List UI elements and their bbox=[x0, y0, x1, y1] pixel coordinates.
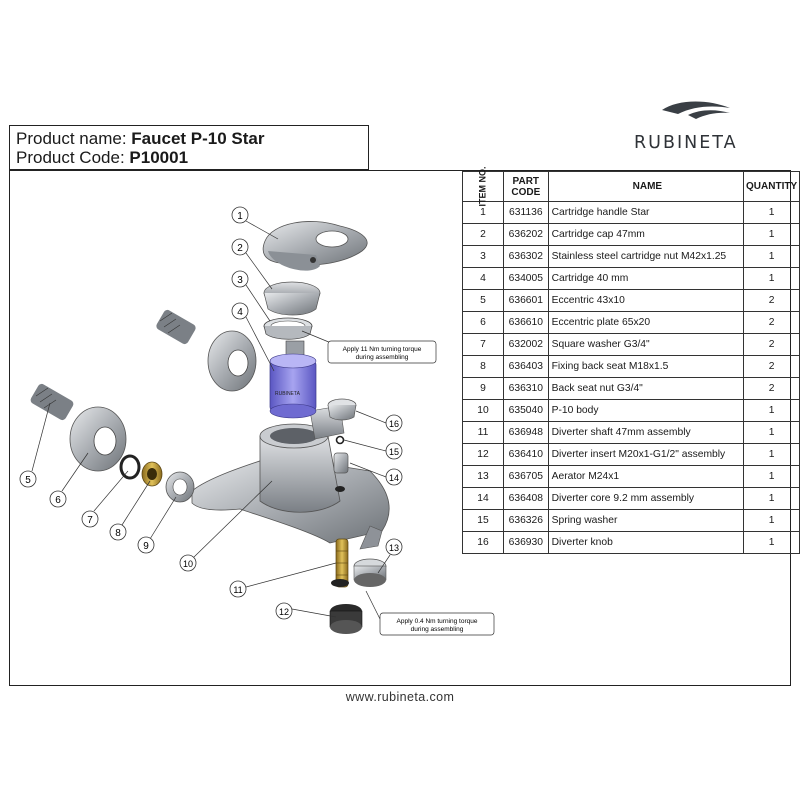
item-number: 2 bbox=[463, 224, 504, 246]
svg-text:Apply 11 Nm turning torque: Apply 11 Nm turning torque bbox=[342, 346, 422, 353]
callout-16 bbox=[386, 415, 402, 431]
table-row bbox=[463, 378, 800, 400]
item-number: 15 bbox=[463, 510, 504, 532]
table-row bbox=[463, 400, 800, 422]
part-name: Stainless steel cartridge nut M42x1.25 bbox=[548, 246, 744, 268]
part-quantity: 1 bbox=[744, 532, 800, 554]
product-code-line bbox=[16, 148, 188, 168]
table-row bbox=[463, 246, 800, 268]
part-quantity: 1 bbox=[744, 400, 800, 422]
part-quantity: 2 bbox=[744, 378, 800, 400]
svg-text:2: 2 bbox=[237, 243, 243, 254]
parts-table-header bbox=[463, 172, 800, 202]
part-name: Cartridge handle Star bbox=[548, 202, 744, 224]
part-name: Aerator M24x1 bbox=[548, 466, 744, 488]
part-quantity: 1 bbox=[744, 466, 800, 488]
header-quantity: QUANTITY bbox=[744, 172, 800, 202]
callout-12 bbox=[276, 603, 292, 619]
brand-name: RUBINETA bbox=[634, 133, 738, 153]
washer-seat-nut bbox=[121, 456, 194, 502]
callout-2 bbox=[232, 239, 248, 255]
part-quantity: 2 bbox=[744, 356, 800, 378]
svg-text:9: 9 bbox=[143, 541, 149, 552]
part-code: 636202 bbox=[504, 224, 549, 246]
part-code: 636948 bbox=[504, 422, 549, 444]
logo-swoosh-icon bbox=[658, 100, 732, 130]
part-quantity: 2 bbox=[744, 290, 800, 312]
part-code: 636403 bbox=[504, 356, 549, 378]
svg-text:1: 1 bbox=[237, 211, 243, 222]
faucet-body bbox=[192, 406, 389, 549]
exploded-diagram bbox=[10, 171, 478, 685]
part-name: Diverter core 9.2 mm assembly bbox=[548, 488, 744, 510]
table-row bbox=[463, 356, 800, 378]
part-quantity: 1 bbox=[744, 246, 800, 268]
callout-4 bbox=[232, 303, 248, 319]
table-row bbox=[463, 466, 800, 488]
rubineta-logo bbox=[632, 100, 756, 154]
item-number: 4 bbox=[463, 268, 504, 290]
torque-note-bottom bbox=[380, 613, 494, 635]
item-number: 1 bbox=[463, 202, 504, 224]
part-code: 636310 bbox=[504, 378, 549, 400]
item-number: 12 bbox=[463, 444, 504, 466]
part-code: 631136 bbox=[504, 202, 549, 224]
item-number: 10 bbox=[463, 400, 504, 422]
part-quantity: 1 bbox=[744, 268, 800, 290]
part-quantity: 2 bbox=[744, 312, 800, 334]
part-code: 636302 bbox=[504, 246, 549, 268]
svg-text:8: 8 bbox=[115, 528, 121, 539]
header-item-no: ITEM NO. bbox=[463, 172, 504, 202]
part-quantity: 1 bbox=[744, 422, 800, 444]
callout-10 bbox=[180, 555, 196, 571]
part-code: 636408 bbox=[504, 488, 549, 510]
svg-text:11: 11 bbox=[233, 585, 243, 595]
cartridge-handle bbox=[263, 221, 367, 270]
part-name: Eccentric plate 65x20 bbox=[548, 312, 744, 334]
svg-text:7: 7 bbox=[87, 515, 93, 526]
callout-9 bbox=[138, 537, 154, 553]
svg-text:14: 14 bbox=[388, 473, 400, 483]
item-number: 8 bbox=[463, 356, 504, 378]
item-number: 5 bbox=[463, 290, 504, 312]
product-name-label: Product name: bbox=[16, 129, 132, 148]
svg-text:12: 12 bbox=[278, 607, 290, 617]
callout-1 bbox=[232, 207, 248, 223]
item-number: 13 bbox=[463, 466, 504, 488]
part-name: Square washer G3/4" bbox=[548, 334, 744, 356]
product-name-value: Faucet P-10 Star bbox=[131, 129, 265, 148]
svg-text:16: 16 bbox=[388, 419, 400, 429]
item-number: 6 bbox=[463, 312, 504, 334]
table-row bbox=[463, 488, 800, 510]
callout-6 bbox=[50, 491, 66, 507]
item-number: 16 bbox=[463, 532, 504, 554]
svg-text:Apply 0.4 Nm turning torque: Apply 0.4 Nm turning torque bbox=[396, 618, 478, 625]
product-code-label: Product Code: bbox=[16, 148, 130, 167]
part-code: 636610 bbox=[504, 312, 549, 334]
product-code-value: P10001 bbox=[129, 148, 189, 167]
upper-eccentric-assembly bbox=[155, 308, 256, 391]
part-quantity: 2 bbox=[744, 334, 800, 356]
part-name: Cartridge cap 47mm bbox=[548, 224, 744, 246]
part-name: Back seat nut G3/4" bbox=[548, 378, 744, 400]
part-code: 636601 bbox=[504, 290, 549, 312]
table-row bbox=[463, 532, 800, 554]
part-quantity: 1 bbox=[744, 444, 800, 466]
item-number: 14 bbox=[463, 488, 504, 510]
callout-7 bbox=[82, 511, 98, 527]
cartridge-cap bbox=[264, 282, 320, 315]
callout-14 bbox=[386, 469, 402, 485]
part-code: 636326 bbox=[504, 510, 549, 532]
svg-text:during assembling: during assembling bbox=[355, 354, 409, 361]
item-number: 11 bbox=[463, 422, 504, 444]
svg-text:6: 6 bbox=[55, 495, 61, 506]
cartridge-nut bbox=[264, 318, 312, 339]
header-name: NAME bbox=[548, 172, 744, 202]
torque-note-top bbox=[328, 341, 436, 363]
part-name: Diverter shaft 47mm assembly bbox=[548, 422, 744, 444]
table-row bbox=[463, 444, 800, 466]
item-number: 3 bbox=[463, 246, 504, 268]
product-name-line bbox=[16, 129, 265, 149]
header-part-code: PART CODE bbox=[504, 172, 549, 202]
table-row bbox=[463, 202, 800, 224]
callout-13 bbox=[386, 539, 402, 555]
lower-diverter-parts bbox=[330, 539, 386, 634]
svg-text:10: 10 bbox=[182, 559, 194, 569]
item-number: 7 bbox=[463, 334, 504, 356]
svg-text:3: 3 bbox=[237, 275, 243, 286]
footer-url[interactable]: www.rubineta.com bbox=[345, 690, 455, 704]
callout-11 bbox=[230, 581, 246, 597]
part-code: 635040 bbox=[504, 400, 549, 422]
svg-text:5: 5 bbox=[25, 475, 31, 486]
part-code: 634005 bbox=[504, 268, 549, 290]
svg-text:4: 4 bbox=[237, 307, 243, 318]
part-quantity: 1 bbox=[744, 224, 800, 246]
table-row bbox=[463, 224, 800, 246]
part-name: Spring washer bbox=[548, 510, 744, 532]
part-quantity: 1 bbox=[744, 510, 800, 532]
part-code: 636410 bbox=[504, 444, 549, 466]
svg-text:13: 13 bbox=[388, 543, 400, 553]
product-info-box bbox=[9, 125, 369, 170]
callout-15 bbox=[386, 443, 402, 459]
part-name: Diverter insert M20x1-G1/2" assembly bbox=[548, 444, 744, 466]
part-name: P-10 body bbox=[548, 400, 744, 422]
callout-3 bbox=[232, 271, 248, 287]
svg-text:during assembling: during assembling bbox=[410, 626, 464, 633]
table-row bbox=[463, 312, 800, 334]
table-row bbox=[463, 510, 800, 532]
part-code: 636705 bbox=[504, 466, 549, 488]
table-row bbox=[463, 334, 800, 356]
part-name: Cartridge 40 mm bbox=[548, 268, 744, 290]
item-number: 9 bbox=[463, 378, 504, 400]
table-row bbox=[463, 422, 800, 444]
cartridge bbox=[270, 341, 316, 418]
table-row bbox=[463, 268, 800, 290]
part-code: 636930 bbox=[504, 532, 549, 554]
part-name: Diverter knob bbox=[548, 532, 744, 554]
parts-table bbox=[462, 166, 800, 554]
table-row bbox=[463, 290, 800, 312]
svg-text:15: 15 bbox=[388, 447, 400, 457]
parts-table-body bbox=[463, 202, 800, 554]
part-quantity: 1 bbox=[744, 488, 800, 510]
cartridge-brand-label: RUBINETA bbox=[275, 391, 300, 397]
part-name: Eccentric 43x10 bbox=[548, 290, 744, 312]
part-code: 632002 bbox=[504, 334, 549, 356]
callout-5 bbox=[20, 471, 36, 487]
callout-8 bbox=[110, 524, 126, 540]
part-name: Fixing back seat M18x1.5 bbox=[548, 356, 744, 378]
part-quantity: 1 bbox=[744, 202, 800, 224]
